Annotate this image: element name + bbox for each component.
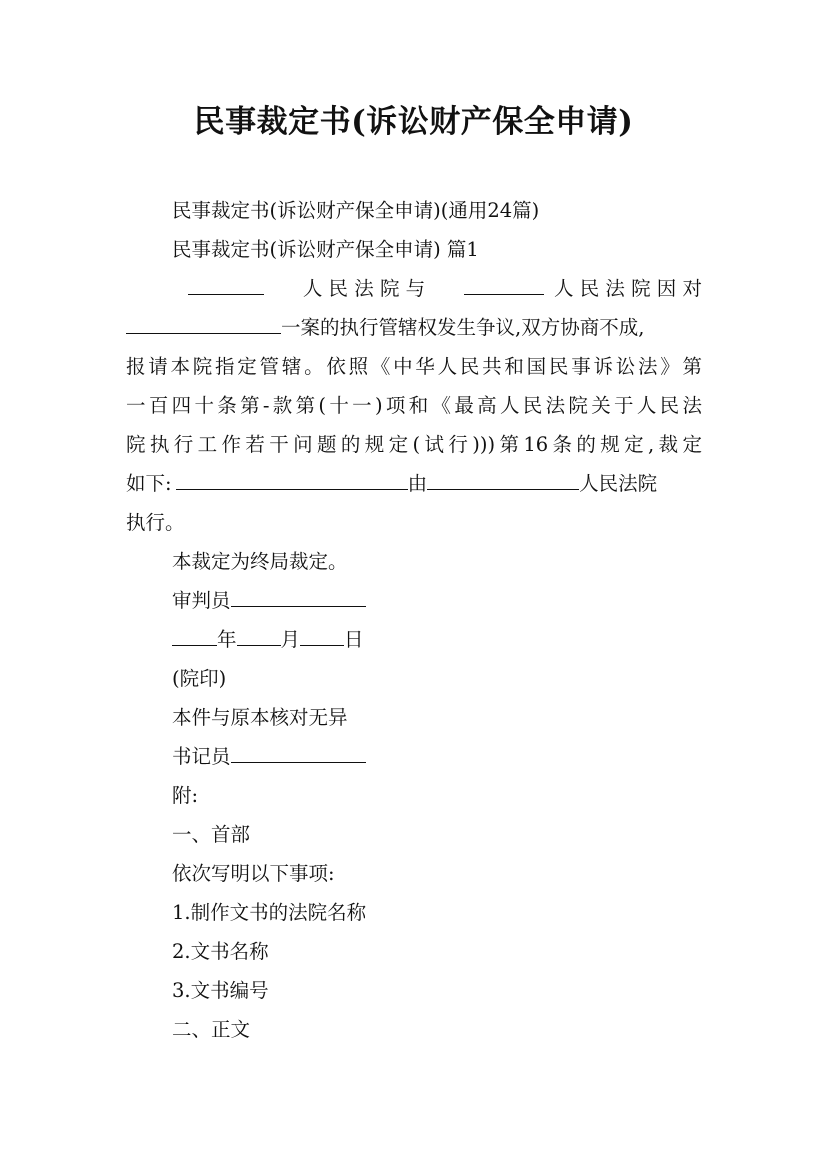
- final-ruling: 本裁定为终局裁定。: [172, 550, 348, 573]
- court-blank-1: [188, 276, 264, 295]
- section-1-description: 依次写明以下事项:: [172, 862, 335, 885]
- para-line-3: 报请本院指定管辖。依照《中华人民共和国民事诉讼法》第: [126, 355, 702, 378]
- appendix-label: 附:: [172, 784, 199, 807]
- ruling-blank-2: [427, 471, 579, 490]
- para-line-6: [126, 471, 702, 497]
- clerk-blank: [231, 744, 366, 763]
- clerk-label: 书记员: [172, 745, 231, 768]
- judge-label: 审判员: [172, 589, 231, 612]
- para-text-people-court: 人民法院: [579, 472, 658, 495]
- date-year: 年: [217, 628, 237, 651]
- date-month: 月: [280, 628, 301, 651]
- verified-note: 本件与原本核对无异: [172, 706, 348, 729]
- para-text-court-dispute: 人 民 法 院 因 对: [554, 277, 702, 300]
- document-subtitle: 民事裁定书(诉讼财产保全申请)(通用24篇): [172, 199, 540, 222]
- para-text-by: 由: [407, 472, 428, 495]
- court-blank-2: [464, 276, 544, 295]
- para-line-5: 院执行工作若干问题的规定(试行)))第16条的规定,裁定: [126, 433, 702, 456]
- section-1-heading: 一、首部: [172, 823, 251, 846]
- list-item: 3.文书编号: [172, 979, 269, 1002]
- judge-line: [172, 588, 366, 614]
- list-item: 1.制作文书的法院名称: [172, 901, 367, 924]
- para-line-2: [126, 315, 702, 341]
- month-blank: [237, 627, 281, 646]
- document-title: 民事裁定书(诉讼财产保全申请): [193, 104, 634, 140]
- para-line-1: [126, 276, 702, 302]
- clerk-line: [172, 744, 366, 770]
- date-line: [172, 627, 364, 653]
- judge-blank: [231, 588, 366, 607]
- para-text-case: 一案的执行管辖权发生争议,双方协商不成,: [281, 316, 645, 339]
- year-blank: [172, 627, 217, 646]
- day-blank: [300, 627, 344, 646]
- court-seal: (院印): [172, 667, 227, 690]
- para-line-4: 一百四十条第-款第(十一)项和《最高人民法院关于人民法: [126, 394, 702, 417]
- case-blank: [126, 315, 281, 334]
- section-2-heading: 二、正文: [172, 1018, 251, 1041]
- list-item: 2.文书名称: [172, 940, 269, 963]
- para-text-court-and: 人 民 法 院 与: [302, 277, 426, 300]
- section-heading: 民事裁定书(诉讼财产保全申请) 篇1: [172, 238, 479, 261]
- para-line-7: 执行。: [126, 511, 185, 534]
- ruling-blank-1: [176, 471, 408, 490]
- date-day: 日: [344, 628, 364, 651]
- para-text-as-follows: 如下:: [126, 472, 172, 495]
